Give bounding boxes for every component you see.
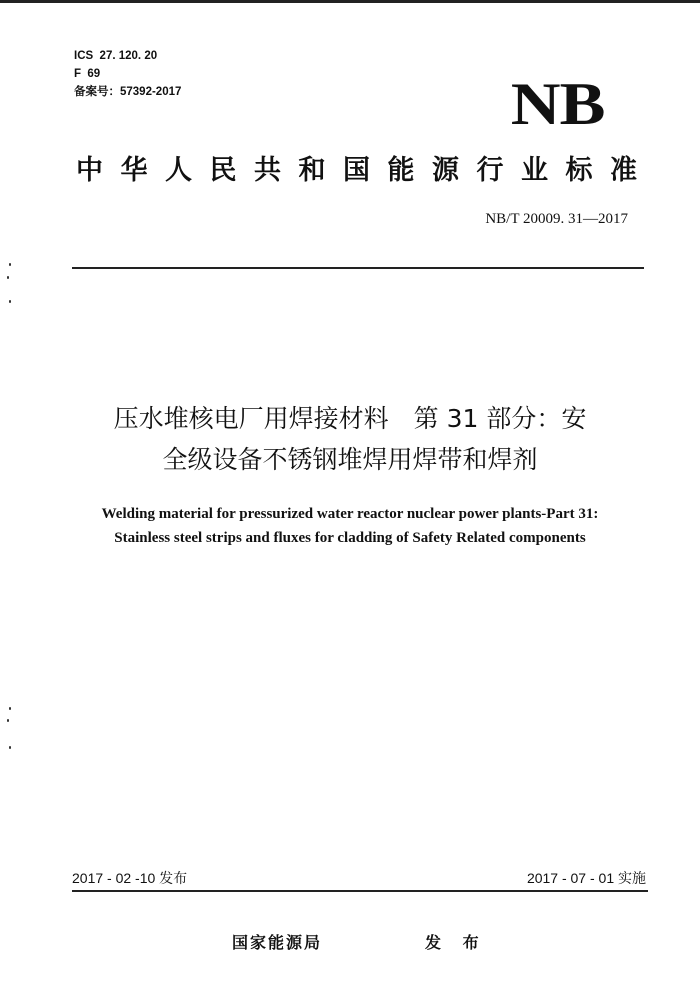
scan-speck xyxy=(7,276,9,279)
scan-speck xyxy=(9,746,11,749)
scan-speck xyxy=(9,263,11,266)
title-english-line1: Welding material for pressurized water reactor nuclear power plants-Part 31: xyxy=(101,506,599,522)
standard-category: 中华人民共和国能源行业标准 xyxy=(76,155,655,186)
scan-speck xyxy=(7,719,9,722)
header-divider xyxy=(72,267,644,269)
standard-number: NB/T 20009. 31—2017 xyxy=(485,211,628,227)
ics-code: ICS 27. 120. 20 xyxy=(74,50,158,62)
title-chinese-line1: 压水堆核电厂用焊接材料 第 31 部分：安 xyxy=(113,404,587,433)
publish-label: 发 布 xyxy=(425,933,487,952)
title-chinese-line2: 全级设备不锈钢堆焊用焊带和焊剂 xyxy=(162,445,538,474)
issue-date: 2017 - 02 -10 发布 xyxy=(72,870,188,886)
nb-logo: NB xyxy=(510,71,604,137)
footer-divider xyxy=(72,890,648,892)
scan-speck xyxy=(9,300,11,303)
ccs-code: F 69 xyxy=(74,68,101,80)
page-top-border xyxy=(0,0,700,3)
scan-speck xyxy=(9,707,11,710)
issuing-authority: 国家能源局 xyxy=(232,933,323,952)
registration-number: 备案号：57392-2017 xyxy=(74,86,182,98)
implementation-date: 2017 - 07 - 01 实施 xyxy=(526,870,646,886)
title-english-line2: Stainless steel strips and fluxes for cladding of Safety Related components xyxy=(114,530,586,546)
